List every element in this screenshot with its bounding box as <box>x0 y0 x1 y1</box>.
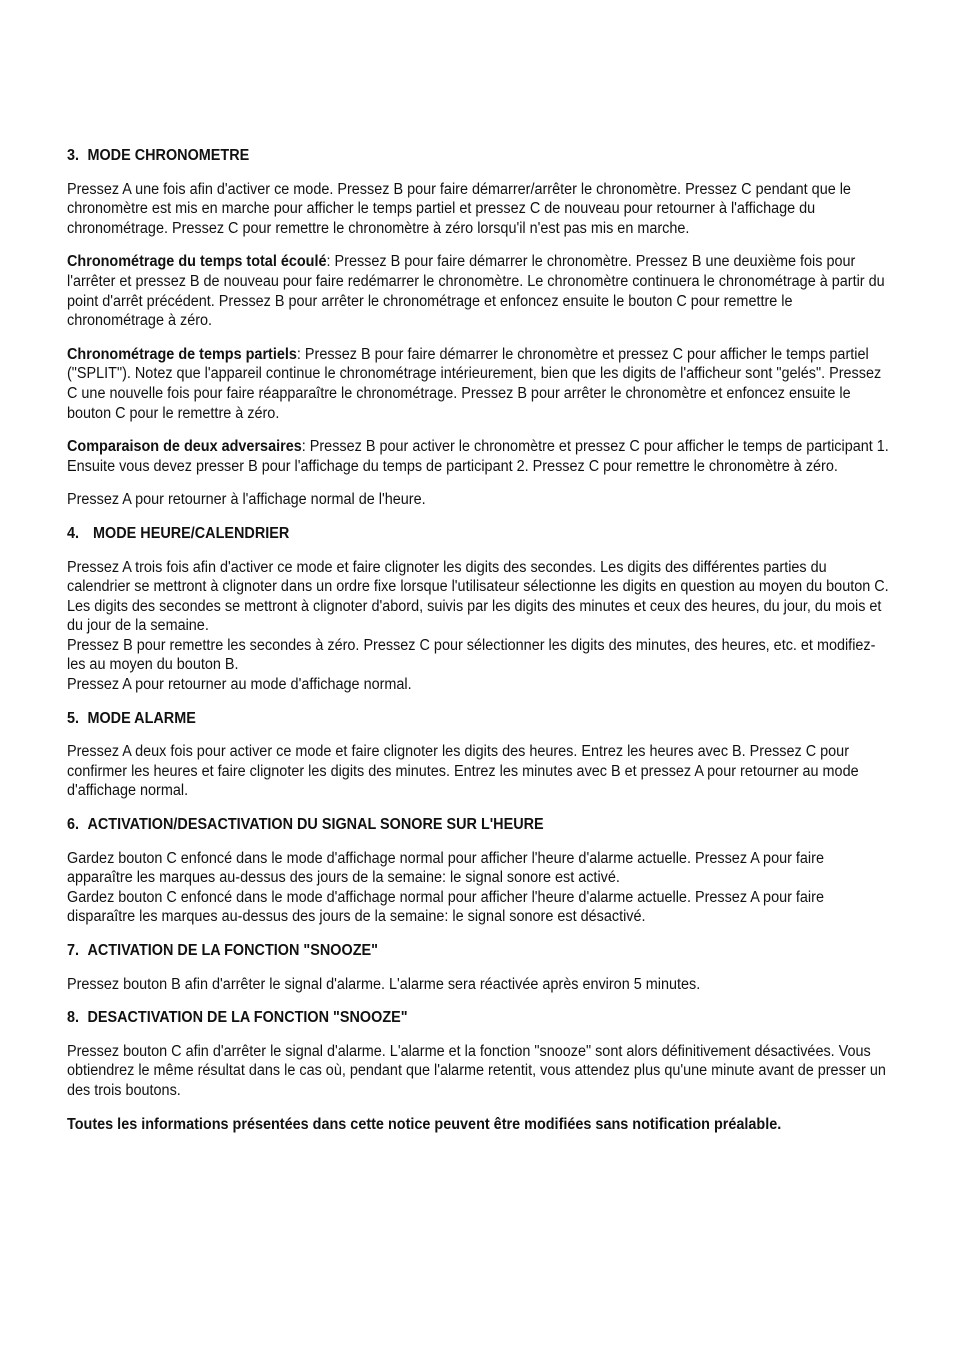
section-number: 7. <box>67 942 80 959</box>
section-number: 8. <box>67 1009 80 1027</box>
paragraph: Pressez A deux fois pour activer ce mode et faire clignoter les digits des heures. Entrez les heures avec B. Pressez C pour confirmer les heures et faire clignoter les digits des minutes. Entrez les minutes avec B et pressez A pour retourner au mode d'affichage normal. <box>67 743 859 800</box>
footer-note-text: Toutes les informations présentées dans cette notice peuvent être modifiées sans notification préalable. <box>67 1115 782 1133</box>
document-page <box>67 146 889 1148</box>
term-text: : Pressez B pour faire démarrer le chronomètre et pressez C pour afficher le temps partiel ("SPLIT"). Notez que l'appareil continue le chronométrage intérieurement, bien que les digits de l'afficheur sont "gelés". Pressez C une nouvelle fois pour faire réapparaître le chronométrage. Pressez B pour arrêter le chronomètre et enfoncez ensuite le bouton C pour le remettre à zéro. <box>67 345 882 422</box>
footer-note <box>67 1115 889 1135</box>
section-title: MODE HEURE/CALENDRIER <box>93 524 290 542</box>
section-heading-snooze-desactivation <box>67 1008 889 1028</box>
paragraph-split-time <box>67 345 889 423</box>
section-number: 3. <box>67 147 80 164</box>
section-title: DESACTIVATION DE LA FONCTION "SNOOZE" <box>87 1009 408 1027</box>
section-heading-heure-calendrier <box>67 524 889 544</box>
section-title: MODE ALARME <box>87 709 196 727</box>
section-heading-signal-sonore <box>67 815 889 835</box>
paragraph-line: Pressez A pour retourner au mode d'affichage normal. <box>67 676 412 694</box>
section-heading-chronometre <box>67 146 889 166</box>
paragraph-total-time <box>67 252 889 330</box>
paragraph-line: Pressez A trois fois afin d'activer ce mode et faire clignoter les digits des secondes. Les digits des différentes parties du calendrier se mettront à clignoter dans un ordre fixe lorsque l'utilisateur sélectionne les digits en question au moyen du bouton C. Les digits des secondes se mettront à clignoter d'abord, suivis par les digits des minutes et ceux des heures, du jour, du mois et du jour de la semaine. <box>67 558 889 635</box>
section-heading-alarme <box>67 709 889 729</box>
term-label: Chronométrage du temps total écoulé <box>67 253 327 271</box>
section-number: 5. <box>67 709 80 727</box>
paragraph-comparison <box>67 437 889 476</box>
section-title: ACTIVATION DE LA FONCTION "SNOOZE" <box>87 942 378 959</box>
paragraph-line: Gardez bouton C enfoncé dans le mode d'affichage normal pour afficher l'heure d'alarme actuelle. Pressez A pour faire apparaître les marques au-dessus des jours de la semaine: le signal sonore est activé. <box>67 849 824 887</box>
paragraph: Pressez bouton B afin d'arrêter le signal d'alarme. L'alarme sera réactivée après environ 5 minutes. <box>67 975 701 993</box>
paragraph: Pressez A une fois afin d'activer ce mode. Pressez B pour faire démarrer/arrêter le chronomètre. Pressez C pendant que le chronomètre est mis en marche pour afficher le temps partiel et pressez C de nouveau pour retourner à l'affichage du chronométrage. Pressez C pour remettre le chronomètre à zéro lorsqu'il n'est pas mis en marche. <box>67 180 851 237</box>
section-heading-snooze-activation <box>67 941 889 961</box>
term-text: : Pressez B pour faire démarrer le chronomètre. Pressez B une deuxième fois pour l'arrêter et pressez B de nouveau pour faire redémarrer le chronomètre. Le chronomètre continuera le chronométrage à partir du point d'arrêt précédent. Pressez B pour arrêter le chronométrage et enfoncez ensuite le bouton C pour remettre le chronométrage à zéro. <box>67 253 885 330</box>
term-label: Comparaison de deux adversaires <box>67 438 302 456</box>
section-number: 4. <box>67 524 80 542</box>
paragraph-line: Gardez bouton C enfoncé dans le mode d'affichage normal pour afficher l'heure d'alarme actuelle. Pressez A pour faire disparaître les marques au-dessus des jours de la semaine: le signal sonore est désactivé. <box>67 888 824 926</box>
paragraph: Pressez A pour retourner à l'affichage normal de l'heure. <box>67 491 426 509</box>
paragraph-line: Pressez B pour remettre les secondes à zéro. Pressez C pour sélectionner les digits des minutes, des heures, etc. et modifiez-les au moyen du bouton B. <box>67 636 876 674</box>
paragraph: Pressez bouton C afin d'arrêter le signal d'alarme. L'alarme et la fonction "snooze" sont alors définitivement désactivées. Vous obtiendrez le même résultat dans le cas où, pendant que l'alarme retentit, vous attendez plus qu'une minute avant de presser un des trois boutons. <box>67 1042 886 1099</box>
term-label: Chronométrage de temps partiels <box>67 345 297 363</box>
section-title: MODE CHRONOMETRE <box>87 147 250 164</box>
section-title: ACTIVATION/DESACTIVATION DU SIGNAL SONORE SUR L'HEURE <box>87 816 544 834</box>
section-number: 6. <box>67 816 80 834</box>
term-text: : Pressez B pour activer le chronomètre et pressez C pour afficher le temps de participant 1. Ensuite vous devez presser B pour l'affichage du temps de participant 2. Pressez C pour remettre le chronomètre à zéro. <box>67 438 889 475</box>
